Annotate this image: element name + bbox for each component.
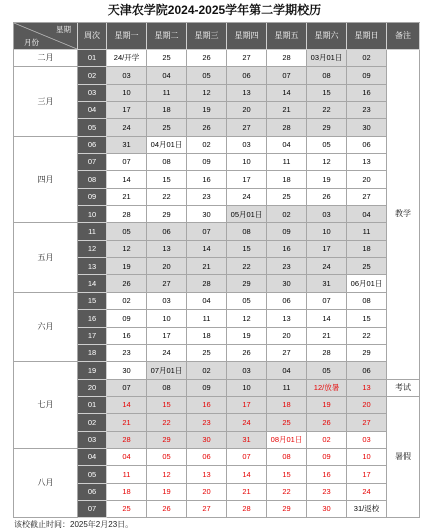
day-cell: 16 bbox=[307, 466, 347, 483]
day-cell: 20 bbox=[187, 484, 227, 501]
day-cell: 04 bbox=[187, 293, 227, 310]
day-cell: 04 bbox=[347, 206, 387, 223]
week-number-cell: 17 bbox=[78, 328, 107, 345]
day-cell: 06月01日 bbox=[347, 275, 387, 292]
week-number-cell: 03 bbox=[78, 432, 107, 449]
page-title: 天津农学院2024-2025学年第二学期校历 bbox=[107, 3, 322, 17]
day-cell: 13 bbox=[347, 380, 387, 397]
week-number-cell: 04 bbox=[78, 449, 107, 466]
month-cell: 六月 bbox=[14, 293, 78, 362]
day-cell: 30 bbox=[307, 501, 347, 518]
day-cell: 08 bbox=[267, 449, 307, 466]
day-cell: 29 bbox=[267, 501, 307, 518]
day-cell: 04 bbox=[267, 137, 307, 154]
day-cell: 08 bbox=[347, 293, 387, 310]
day-cell: 31/返校 bbox=[347, 501, 387, 518]
day-cell: 30 bbox=[187, 206, 227, 223]
day-cell: 30 bbox=[107, 362, 147, 379]
week-number-cell: 06 bbox=[78, 484, 107, 501]
day-cell: 14 bbox=[187, 241, 227, 258]
header-day-wednesday: 星期三 bbox=[187, 23, 227, 50]
month-cell: 三月 bbox=[14, 67, 78, 136]
day-cell: 14 bbox=[227, 466, 267, 483]
day-cell: 13 bbox=[347, 154, 387, 171]
day-cell: 17 bbox=[147, 328, 187, 345]
day-cell: 22 bbox=[347, 328, 387, 345]
week-number-cell: 16 bbox=[78, 310, 107, 327]
day-cell: 05 bbox=[107, 223, 147, 240]
day-cell: 15 bbox=[147, 171, 187, 188]
day-cell: 07 bbox=[307, 293, 347, 310]
day-cell: 21 bbox=[267, 102, 307, 119]
header-day-saturday: 星期六 bbox=[307, 23, 347, 50]
header-week-number: 周次 bbox=[78, 23, 107, 50]
day-cell: 20 bbox=[267, 328, 307, 345]
day-cell: 26 bbox=[187, 119, 227, 136]
day-cell: 18 bbox=[107, 484, 147, 501]
day-cell: 11 bbox=[267, 380, 307, 397]
day-cell: 31 bbox=[107, 137, 147, 154]
footer-note: 该校截止时间：2025年2月23日。 bbox=[14, 519, 134, 529]
remark-cell: 暑假 bbox=[387, 397, 420, 518]
day-cell: 10 bbox=[227, 154, 267, 171]
week-number-cell: 06 bbox=[78, 137, 107, 154]
day-cell: 31 bbox=[227, 432, 267, 449]
day-cell: 31 bbox=[307, 275, 347, 292]
day-cell: 28 bbox=[227, 501, 267, 518]
day-cell: 16 bbox=[107, 328, 147, 345]
day-cell: 22 bbox=[267, 484, 307, 501]
day-cell: 11 bbox=[187, 310, 227, 327]
day-cell: 06 bbox=[347, 137, 387, 154]
day-cell: 28 bbox=[267, 50, 307, 67]
day-cell: 13 bbox=[187, 466, 227, 483]
day-cell: 04月01日 bbox=[147, 137, 187, 154]
day-cell: 16 bbox=[347, 85, 387, 102]
day-cell: 26 bbox=[307, 414, 347, 431]
day-cell: 11 bbox=[267, 154, 307, 171]
week-number-cell: 01 bbox=[78, 50, 107, 67]
day-cell: 17 bbox=[107, 102, 147, 119]
day-cell: 09 bbox=[267, 223, 307, 240]
day-cell: 10 bbox=[147, 310, 187, 327]
day-cell: 14 bbox=[107, 397, 147, 414]
day-cell: 12 bbox=[227, 310, 267, 327]
day-cell: 27 bbox=[147, 275, 187, 292]
day-cell: 26 bbox=[187, 50, 227, 67]
day-cell: 20 bbox=[347, 171, 387, 188]
week-number-cell: 13 bbox=[78, 258, 107, 275]
day-cell: 10 bbox=[347, 449, 387, 466]
day-cell: 08 bbox=[147, 380, 187, 397]
day-cell: 02 bbox=[267, 206, 307, 223]
day-cell: 18 bbox=[187, 328, 227, 345]
month-cell: 八月 bbox=[14, 449, 78, 518]
day-cell: 22 bbox=[147, 414, 187, 431]
month-cell: 四月 bbox=[14, 137, 78, 224]
week-number-cell: 07 bbox=[78, 154, 107, 171]
day-cell: 06 bbox=[147, 223, 187, 240]
month-cell: 七月 bbox=[14, 362, 78, 449]
day-cell: 25 bbox=[267, 414, 307, 431]
day-cell: 12 bbox=[187, 85, 227, 102]
day-cell: 28 bbox=[267, 119, 307, 136]
day-cell: 18 bbox=[267, 171, 307, 188]
day-cell: 03 bbox=[107, 67, 147, 84]
day-cell: 03 bbox=[147, 293, 187, 310]
day-cell: 24/开学 bbox=[107, 50, 147, 67]
day-cell: 29 bbox=[347, 345, 387, 362]
day-cell: 10 bbox=[227, 380, 267, 397]
day-cell: 26 bbox=[147, 501, 187, 518]
day-cell: 05 bbox=[147, 449, 187, 466]
day-cell: 11 bbox=[147, 85, 187, 102]
day-cell: 27 bbox=[227, 119, 267, 136]
day-cell: 05 bbox=[307, 362, 347, 379]
day-cell: 22 bbox=[147, 189, 187, 206]
day-cell: 05 bbox=[307, 137, 347, 154]
day-cell: 27 bbox=[227, 50, 267, 67]
day-cell: 08 bbox=[147, 154, 187, 171]
day-cell: 21 bbox=[187, 258, 227, 275]
day-cell: 12 bbox=[307, 154, 347, 171]
day-cell: 05月01日 bbox=[227, 206, 267, 223]
day-cell: 04 bbox=[147, 67, 187, 84]
day-cell: 02 bbox=[187, 137, 227, 154]
day-cell: 21 bbox=[107, 414, 147, 431]
day-cell: 27 bbox=[267, 345, 307, 362]
day-cell: 20 bbox=[147, 258, 187, 275]
day-cell: 13 bbox=[147, 241, 187, 258]
day-cell: 07 bbox=[267, 67, 307, 84]
day-cell: 06 bbox=[267, 293, 307, 310]
week-number-cell: 15 bbox=[78, 293, 107, 310]
day-cell: 27 bbox=[187, 501, 227, 518]
week-number-cell: 05 bbox=[78, 466, 107, 483]
day-cell: 25 bbox=[347, 258, 387, 275]
day-cell: 21 bbox=[307, 328, 347, 345]
remark-cell: 考试 bbox=[387, 380, 420, 397]
day-cell: 24 bbox=[347, 484, 387, 501]
day-cell: 06 bbox=[227, 67, 267, 84]
day-cell: 04 bbox=[267, 362, 307, 379]
day-cell: 28 bbox=[107, 432, 147, 449]
week-number-cell: 04 bbox=[78, 102, 107, 119]
week-number-cell: 07 bbox=[78, 501, 107, 518]
day-cell: 06 bbox=[187, 449, 227, 466]
day-cell: 25 bbox=[147, 50, 187, 67]
day-cell: 22 bbox=[307, 102, 347, 119]
week-number-cell: 18 bbox=[78, 345, 107, 362]
day-cell: 23 bbox=[107, 345, 147, 362]
day-cell: 07 bbox=[107, 154, 147, 171]
day-cell: 17 bbox=[347, 466, 387, 483]
day-cell: 05 bbox=[187, 67, 227, 84]
day-cell: 29 bbox=[307, 119, 347, 136]
day-cell: 19 bbox=[147, 484, 187, 501]
day-cell: 02 bbox=[347, 50, 387, 67]
day-cell: 02 bbox=[187, 362, 227, 379]
week-number-cell: 01 bbox=[78, 397, 107, 414]
header-day-monday: 星期一 bbox=[107, 23, 147, 50]
day-cell: 24 bbox=[107, 119, 147, 136]
corner-label-month: 月份 bbox=[24, 37, 39, 47]
header-day-friday: 星期五 bbox=[267, 23, 307, 50]
day-cell: 30 bbox=[187, 432, 227, 449]
header-corner-cell bbox=[14, 23, 78, 50]
day-cell: 14 bbox=[107, 171, 147, 188]
header-remarks: 备注 bbox=[387, 23, 420, 50]
day-cell: 12 bbox=[147, 466, 187, 483]
day-cell: 16 bbox=[187, 171, 227, 188]
day-cell: 24 bbox=[227, 414, 267, 431]
month-cell: 五月 bbox=[14, 223, 78, 292]
week-number-cell: 11 bbox=[78, 223, 107, 240]
header-day-tuesday: 星期二 bbox=[147, 23, 187, 50]
day-cell: 08 bbox=[307, 67, 347, 84]
day-cell: 16 bbox=[187, 397, 227, 414]
day-cell: 02 bbox=[107, 293, 147, 310]
day-cell: 05 bbox=[227, 293, 267, 310]
day-cell: 07 bbox=[227, 449, 267, 466]
day-cell: 09 bbox=[107, 310, 147, 327]
day-cell: 11 bbox=[347, 223, 387, 240]
week-number-cell: 12 bbox=[78, 241, 107, 258]
week-number-cell: 19 bbox=[78, 362, 107, 379]
week-number-cell: 02 bbox=[78, 67, 107, 84]
day-cell: 22 bbox=[227, 258, 267, 275]
day-cell: 30 bbox=[347, 119, 387, 136]
day-cell: 07 bbox=[187, 223, 227, 240]
day-cell: 20 bbox=[347, 397, 387, 414]
day-cell: 17 bbox=[227, 171, 267, 188]
day-cell: 26 bbox=[107, 275, 147, 292]
calendar-table bbox=[13, 22, 420, 518]
day-cell: 19 bbox=[307, 397, 347, 414]
day-cell: 28 bbox=[307, 345, 347, 362]
day-cell: 06 bbox=[347, 362, 387, 379]
day-cell: 23 bbox=[187, 189, 227, 206]
week-number-cell: 20 bbox=[78, 380, 107, 397]
month-cell: 二月 bbox=[14, 50, 78, 67]
day-cell: 19 bbox=[107, 258, 147, 275]
day-cell: 15 bbox=[227, 241, 267, 258]
day-cell: 07 bbox=[107, 380, 147, 397]
header-day-thursday: 星期四 bbox=[227, 23, 267, 50]
day-cell: 21 bbox=[107, 189, 147, 206]
day-cell: 11 bbox=[107, 466, 147, 483]
day-cell: 09 bbox=[307, 449, 347, 466]
day-cell: 26 bbox=[227, 345, 267, 362]
day-cell: 15 bbox=[347, 310, 387, 327]
day-cell: 15 bbox=[267, 466, 307, 483]
day-cell: 04 bbox=[107, 449, 147, 466]
day-cell: 25 bbox=[107, 501, 147, 518]
day-cell: 10 bbox=[107, 85, 147, 102]
day-cell: 18 bbox=[347, 241, 387, 258]
day-cell: 08 bbox=[227, 223, 267, 240]
day-cell: 25 bbox=[267, 189, 307, 206]
day-cell: 18 bbox=[147, 102, 187, 119]
day-cell: 14 bbox=[307, 310, 347, 327]
day-cell: 16 bbox=[267, 241, 307, 258]
day-cell: 25 bbox=[187, 345, 227, 362]
day-cell: 12/放暑 bbox=[307, 380, 347, 397]
day-cell: 24 bbox=[227, 189, 267, 206]
day-cell: 19 bbox=[227, 328, 267, 345]
day-cell: 21 bbox=[227, 484, 267, 501]
day-cell: 10 bbox=[307, 223, 347, 240]
week-number-cell: 02 bbox=[78, 414, 107, 431]
day-cell: 03 bbox=[227, 362, 267, 379]
day-cell: 24 bbox=[147, 345, 187, 362]
week-number-cell: 14 bbox=[78, 275, 107, 292]
day-cell: 03 bbox=[307, 206, 347, 223]
day-cell: 12 bbox=[107, 241, 147, 258]
week-number-cell: 10 bbox=[78, 206, 107, 223]
day-cell: 28 bbox=[107, 206, 147, 223]
day-cell: 20 bbox=[227, 102, 267, 119]
day-cell: 03月01日 bbox=[307, 50, 347, 67]
day-cell: 09 bbox=[187, 380, 227, 397]
day-cell: 26 bbox=[307, 189, 347, 206]
day-cell: 23 bbox=[187, 414, 227, 431]
day-cell: 29 bbox=[227, 275, 267, 292]
week-number-cell: 03 bbox=[78, 85, 107, 102]
day-cell: 09 bbox=[347, 67, 387, 84]
day-cell: 13 bbox=[267, 310, 307, 327]
week-number-cell: 05 bbox=[78, 119, 107, 136]
day-cell: 30 bbox=[267, 275, 307, 292]
remark-cell: 教学 bbox=[387, 50, 420, 380]
day-cell: 24 bbox=[307, 258, 347, 275]
day-cell: 27 bbox=[347, 414, 387, 431]
corner-label-weekday: 星期 bbox=[56, 25, 71, 34]
day-cell: 14 bbox=[267, 85, 307, 102]
day-cell: 03 bbox=[347, 432, 387, 449]
day-cell: 29 bbox=[147, 432, 187, 449]
week-number-cell: 09 bbox=[78, 189, 107, 206]
day-cell: 18 bbox=[267, 397, 307, 414]
day-cell: 29 bbox=[147, 206, 187, 223]
day-cell: 23 bbox=[347, 102, 387, 119]
header-day-sunday: 星期日 bbox=[347, 23, 387, 50]
day-cell: 08月01日 bbox=[267, 432, 307, 449]
day-cell: 03 bbox=[227, 137, 267, 154]
day-cell: 27 bbox=[347, 189, 387, 206]
day-cell: 09 bbox=[187, 154, 227, 171]
day-cell: 23 bbox=[267, 258, 307, 275]
day-cell: 25 bbox=[147, 119, 187, 136]
day-cell: 07月01日 bbox=[147, 362, 187, 379]
day-cell: 17 bbox=[307, 241, 347, 258]
day-cell: 17 bbox=[227, 397, 267, 414]
day-cell: 19 bbox=[187, 102, 227, 119]
day-cell: 28 bbox=[187, 275, 227, 292]
day-cell: 15 bbox=[147, 397, 187, 414]
day-cell: 13 bbox=[227, 85, 267, 102]
day-cell: 15 bbox=[307, 85, 347, 102]
day-cell: 02 bbox=[307, 432, 347, 449]
day-cell: 19 bbox=[307, 171, 347, 188]
day-cell: 23 bbox=[307, 484, 347, 501]
week-number-cell: 08 bbox=[78, 171, 107, 188]
